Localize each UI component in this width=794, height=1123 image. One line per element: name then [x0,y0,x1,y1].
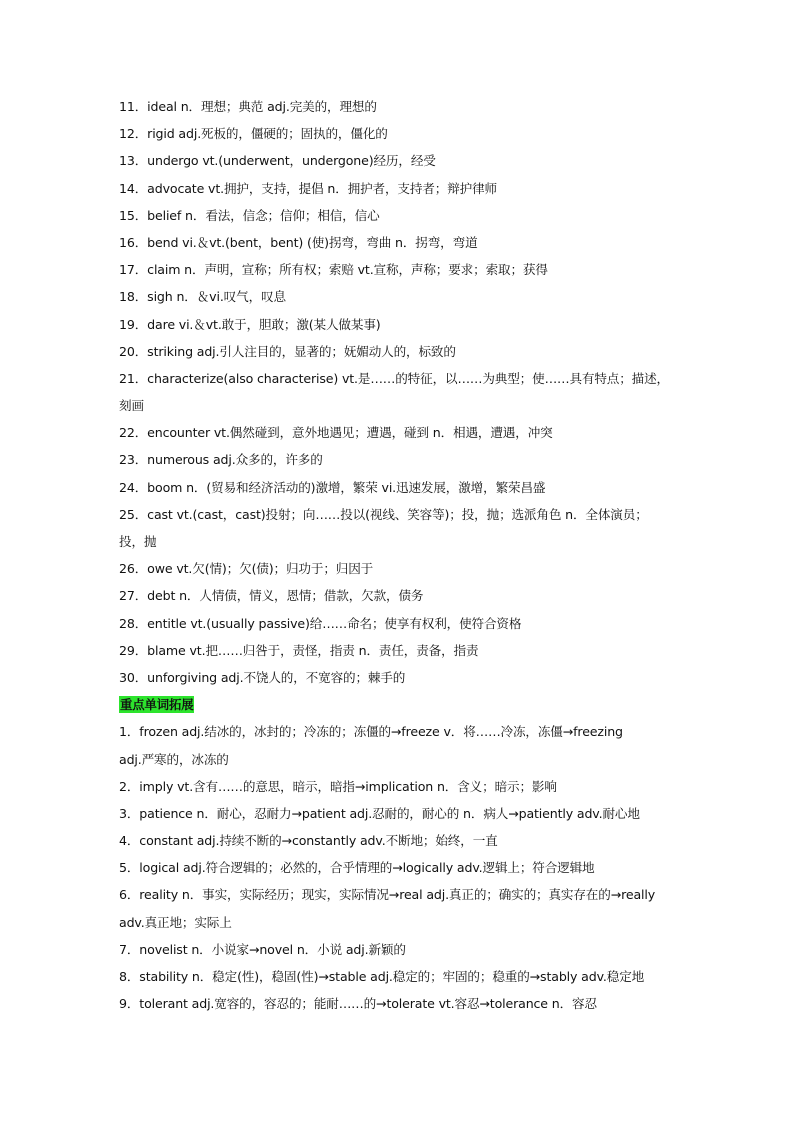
section-heading-row [119,691,677,718]
vocab-entry-16: 16．bend vi.＆vt.(bent，bent) (使)拐弯，弯曲 n．拐弯，弯道 [119,234,478,250]
extension-entry-6-continued: adv.真正地；实际上 [119,914,232,930]
vocab-entry-25: 25．cast vt.(cast，cast)投射；向……投以(视线、笑容等)；投，抛；选派角色 n．全体演员； [119,506,648,522]
vocab-entry-12: 12．rigid adj.死板的，僵硬的；固执的，僵化的 [119,126,388,142]
vocab-list [119,93,677,691]
extension-entry-3: 3．patience n．耐心，忍耐力→patient adj.忍耐的，耐心的 n．病人→patiently adv.耐心地 [119,805,640,821]
extension-entry-8: 8．stability n．稳定(性)，稳固(性)→stable adj.稳定的；牢固的；稳重的→stably adv.稳定地 [119,969,645,984]
extension-entry-9: 9．tolerant adj.宽容的，容忍的；能耐……的→tolerate vt.容忍→tolerance n．容忍 [119,996,597,1012]
vocab-entry-30: 30．unforgiving adj.不饶人的，不宽容的；棘手的 [119,669,406,685]
vocab-entry-27: 27．debt n．人情债，情义，恩情；借款，欠款，债务 [119,588,424,604]
vocab-entry-21: 21．characterize(also characterise) vt.是……的特征，以……为典型；使……具有特点；描述， [119,370,670,386]
extension-entry-6: 6．reality n．事实，实际经历；现实，实际情况→real adj.真正的；确实的；真实存在的→really [119,887,656,903]
vocab-entry-14: 14．advocate vt.拥护，支持，提倡 n．拥护者，支持者；辩护律师 [119,180,497,196]
section-heading: 重点单词拓展 [120,697,194,713]
vocab-entry-20: 20．striking adj.引人注目的，显著的；妩媚动人的，标致的 [119,343,456,359]
vocab-entry-13: 13．undergo vt.(underwent，undergone)经历，经受 [119,153,436,169]
vocab-entry-19: 19．dare vi.＆vt.敢于，胆敢；激(某人做某事) [119,316,381,332]
extension-entry-1-continued: adj.严寒的，冰冻的 [119,751,229,767]
vocab-entry-11: 11．ideal n．理想；典范 adj.完美的，理想的 [119,99,377,114]
extension-entry-5: 5．logical adj.符合逻辑的；必然的，合乎情理的→logically adv.逻辑上；符合逻辑地 [119,860,595,876]
vocab-entry-25-continued: 投，抛 [119,534,157,549]
vocab-entry-26: 26．owe vt.欠(情)；欠(债)；归功于；归因于 [119,561,374,577]
vocab-entry-28: 28．entitle vt.(usually passive)给……命名；使享有权利，使符合资格 [119,615,522,631]
vocab-entry-23: 23．numerous adj.众多的，许多的 [119,452,323,468]
vocab-entry-21-continued: 刻画 [119,398,144,414]
vocab-entry-29: 29．blame vt.把……归咎于，责怪，指责 n．责任，责备，指责 [119,642,479,658]
vocab-entry-18: 18．sigh n．＆vi.叹气，叹息 [119,289,286,305]
extension-entry-4: 4．constant adj.持续不断的→constantly adv.不断地；始终，一直 [119,833,498,849]
vocab-entry-15: 15．belief n．看法，信念；信仰；相信，信心 [119,207,380,223]
document-body [119,93,677,1017]
extension-list [119,718,677,1017]
vocab-entry-24: 24．boom n．(贸易和经济活动的)激增，繁荣 vi.迅速发展，激增，繁荣昌盛 [119,479,546,495]
extension-entry-7: 7．novelist n．小说家→novel n．小说 adj.新颖的 [119,941,406,957]
extension-entry-2: 2．imply vt.含有……的意思，暗示，暗指→implication n．含义；暗示；影响 [119,778,557,794]
vocab-entry-17: 17．claim n．声明，宣称；所有权；索赔 vt.宣称，声称；要求；索取；获得 [119,262,548,278]
extension-entry-1: 1．frozen adj.结冰的，冰封的；冷冻的；冻僵的→freeze v．将……冷冻，冻僵→freezing [119,724,623,740]
vocab-entry-22: 22．encounter vt.偶然碰到，意外地遇见；遭遇，碰到 n．相遇，遭遇，冲突 [119,425,553,441]
